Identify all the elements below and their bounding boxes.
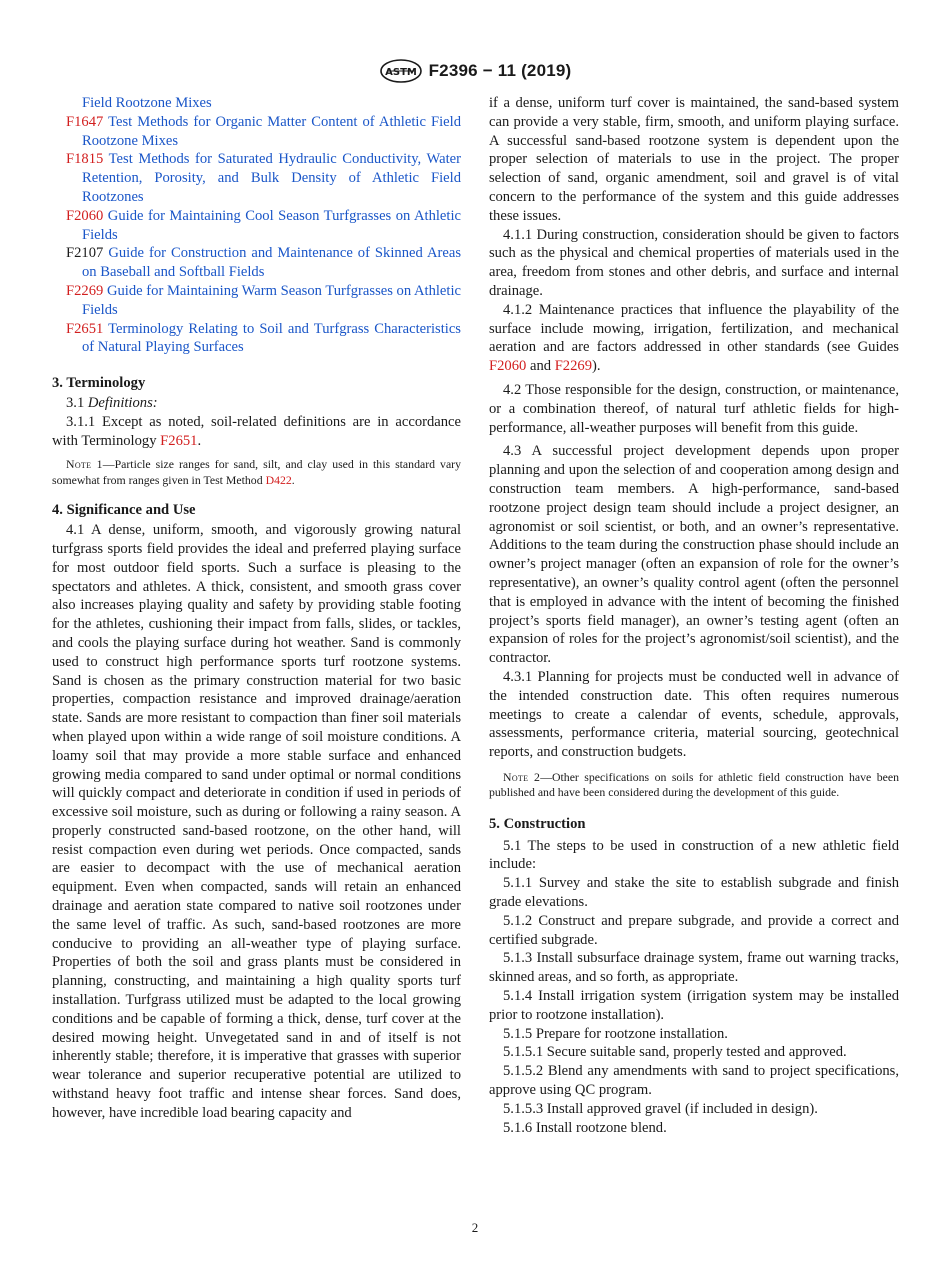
section-4-heading: 4. Significance and Use xyxy=(52,502,196,519)
terminology-link[interactable]: F2651 xyxy=(160,432,198,449)
reference-item xyxy=(52,320,461,358)
note-2: Note 2—Other specifications on soils for athletic field construction have been published and have been considered during the development of this guide. xyxy=(489,769,899,800)
list-item: 5.1.5.1 Secure suitable sand, properly tested and approved. xyxy=(503,1044,847,1061)
reference-item xyxy=(52,150,461,206)
list-item: 5.1.4 Install irrigation system (irrigation system may be installed prior to rootzone installation). xyxy=(489,988,899,1023)
paragraph-4-1-1: 4.1.1 During construction, consideration should be given to factors such as the physical and chemical properties of materials used in the area, freedom from stones and other debris, and surface and internal drainage. xyxy=(489,226,899,299)
list-item: 5.1.1 Survey and stake the site to establish subgrade and finish grade elevations. xyxy=(489,875,899,911)
document-designation: F2396 − 11 (2019) xyxy=(428,61,572,80)
list-item: 5.1.5 Prepare for rootzone installation. xyxy=(503,1025,728,1042)
reference-item xyxy=(52,207,461,245)
list-item: 5.1.3 Install subsurface drainage system, frame out warning tracks, skinned areas, and so forth, as appropriate. xyxy=(489,950,899,986)
paragraph-4-3: 4.3 A successful project development depends upon proper planning and upon the selection of and cooperation among design and construction team members. A high-performance, sand-based rootzone project design team should include a project designer, an agronomist or soil scientist, or both, and an owner’s representative. Additions to the team during the construction phase should include an owner’s project manager (often an expansion of role for the owner’s representative), an owner’s quality control agent (often the personnel that is employed in advance with the intent of becoming the finished project’s sports field manager), an owner’s testing agent (often an expansion of roles for the project’s agronomist/soil scientist), and the contractor. xyxy=(489,443,899,667)
reference-title-link[interactable]: Field Rootzone Mixes xyxy=(82,95,212,111)
svg-text:ASTM: ASTM xyxy=(384,67,417,78)
left-column xyxy=(52,94,461,1123)
reference-item xyxy=(52,244,461,282)
list-item: 5.1.2 Construct and prepare subgrade, and provide a correct and certified subgrade. xyxy=(489,912,899,948)
test-method-link[interactable]: D422 xyxy=(265,472,292,487)
reference-title-link[interactable]: Test Methods for Organic Matter Content of Athletic Field Rootzone Mixes xyxy=(82,113,461,149)
construction-steps xyxy=(489,837,899,1138)
reference-title-link[interactable]: Guide for Maintaining Warm Season Turfgrasses on Athletic Fields xyxy=(82,282,462,318)
page-number: 2 xyxy=(471,1220,479,1235)
reference-code-link[interactable]: F2060 xyxy=(66,207,104,224)
reference-code-link[interactable]: F1647 xyxy=(66,113,104,130)
list-item: 5.1.6 Install rootzone blend. xyxy=(503,1119,667,1136)
paragraph-4-1: 4.1 A dense, uniform, smooth, and vigorously growing natural turfgrass sports field provides the ideal and preferred playing surface for most outdoor field sports. Such a surface is pleasing to the spectators and athletes. A thick, consistent, and smooth grass cover also increases playing quality and safety by providing stable footing for the athletes, cushioning their impact from falls, slides, or tackles, and cools the playing surface during hot weather. Sand is commonly used to construct high performance sports turf rootzone systems. Sand is chosen as the primary construction material for two basic properties, compaction resistance and improved drainage/aeration state. Sands are more resistant to compaction than finer soil materials when played upon within a wide range of soil moisture conditions. A loamy soil that may provide a more stable surface and enhanced growing media compared to sand under optimal or normal conditions will quickly compact and deteriorate in condition if used in periods of excessive soil moisture, such as during or following a rainy season. A properly constructed sand-based rootzone, on the other hand, will resist compaction even during wet periods. Once compacted, sands are easier to decompact with the use of mechanical aeration equipment. Even when compacted, sands will retain an enhanced drainage and aeration state compared to native soil rootzones under the same level of traffic. As such, sand-based rootzones are more conducive to providing an all-weather type of playing surface. Properties of both the soil and grass plants must be considered in planning, constructing, and maintaining a high quality sports turf installation. Turfgrass utilized must be adapted to the local growing conditions and be capable of forming a thick, dense, turf cover at the desired mowing height. Unvegetated sand in and of itself is not inherently stable; therefore, it is imperative that grasses with superior wear tolerance and superior recuperative potential are utilized to withstand heavy foot traffic and intense shear forces. Sand does, however, have incredible load bearing capacity and xyxy=(52,522,461,1121)
reference-item xyxy=(52,282,461,320)
paragraph-3-1-1: 3.1.1 Except as noted, soil-related definitions are in accordance with Terminology F2651. xyxy=(52,413,461,449)
reference-code-link[interactable]: F1815 xyxy=(66,151,104,168)
reference-title-link[interactable]: Test Methods for Saturated Hydraulic Conductivity, Water Retention, Porosity, and Bulk Density of Athletic Field Rootzones xyxy=(82,151,461,205)
reference-title-link[interactable]: Terminology Relating to Soil and Turfgrass Characteristics of Natural Playing Surfaces xyxy=(82,320,461,356)
page-header xyxy=(0,56,950,86)
reference-code-link[interactable]: F2651 xyxy=(66,320,104,337)
reference-code-link[interactable]: F2269 xyxy=(66,282,104,299)
right-column xyxy=(489,94,899,1137)
reference-continuation xyxy=(52,94,461,113)
paragraph-4-1-continued: if a dense, uniform turf cover is maintained, the sand-based system can provide a very stable, firm, smooth, and uniform playing surface. A successful sand-based rootzone system is dependent upon the proper selection of materials to use in the project. The proper selection of sand, organic amendment, soil and gravel is of vital concern to the performance of the system and this guide addresses these issues. xyxy=(489,95,899,224)
paragraph-4-1-2: 4.1.2 Maintenance practices that influence the playability of the surface include mowing, irrigation, fertilization, and mechanical aeration and are factors addressed in other standards (see Guides F2060 and F2269). xyxy=(489,301,899,375)
references-list xyxy=(52,94,461,357)
paragraph-3-1: 3.1 Definitions: xyxy=(66,394,158,411)
section-3-heading: 3. Terminology xyxy=(52,375,146,392)
reference-code: F2107 xyxy=(66,245,104,262)
astm-logo-icon xyxy=(379,58,423,84)
reference-item xyxy=(52,113,461,151)
guide-link-f2060[interactable]: F2060 xyxy=(489,358,527,375)
reference-title-link[interactable]: Guide for Maintaining Cool Season Turfgrasses on Athletic Fields xyxy=(82,207,461,243)
guide-link-f2269[interactable]: F2269 xyxy=(554,358,592,375)
paragraph-4-3-1: 4.3.1 Planning for projects must be conducted well in advance of the intended construction date. This often requires numerous meetings to create a calendar of events, schedule, approvals, assessments, performance criteria, material sourcing, geotechnical reports, and construction budgets. xyxy=(489,668,899,761)
list-item: 5.1.5.3 Install approved gravel (if included in design). xyxy=(503,1100,818,1117)
list-item: 5.1.5.2 Blend any amendments with sand to project specifications, approve using QC program. xyxy=(489,1063,899,1099)
paragraph-4-2: 4.2 Those responsible for the design, construction, or maintenance, or a combination thereof, of natural turf athletic fields for high-performance, all-weather purposes will benefit from this guide. xyxy=(489,381,899,436)
note-1: Note 1—Particle size ranges for sand, silt, and clay used in this standard vary somewhat from ranges given in Test Method D422. xyxy=(52,457,462,487)
list-item: 5.1 The steps to be used in construction of a new athletic field include: xyxy=(489,837,899,873)
reference-title-link[interactable]: Guide for Construction and Maintenance of Skinned Areas on Baseball and Softball Fields xyxy=(82,245,461,281)
section-5-heading: 5. Construction xyxy=(489,815,586,832)
